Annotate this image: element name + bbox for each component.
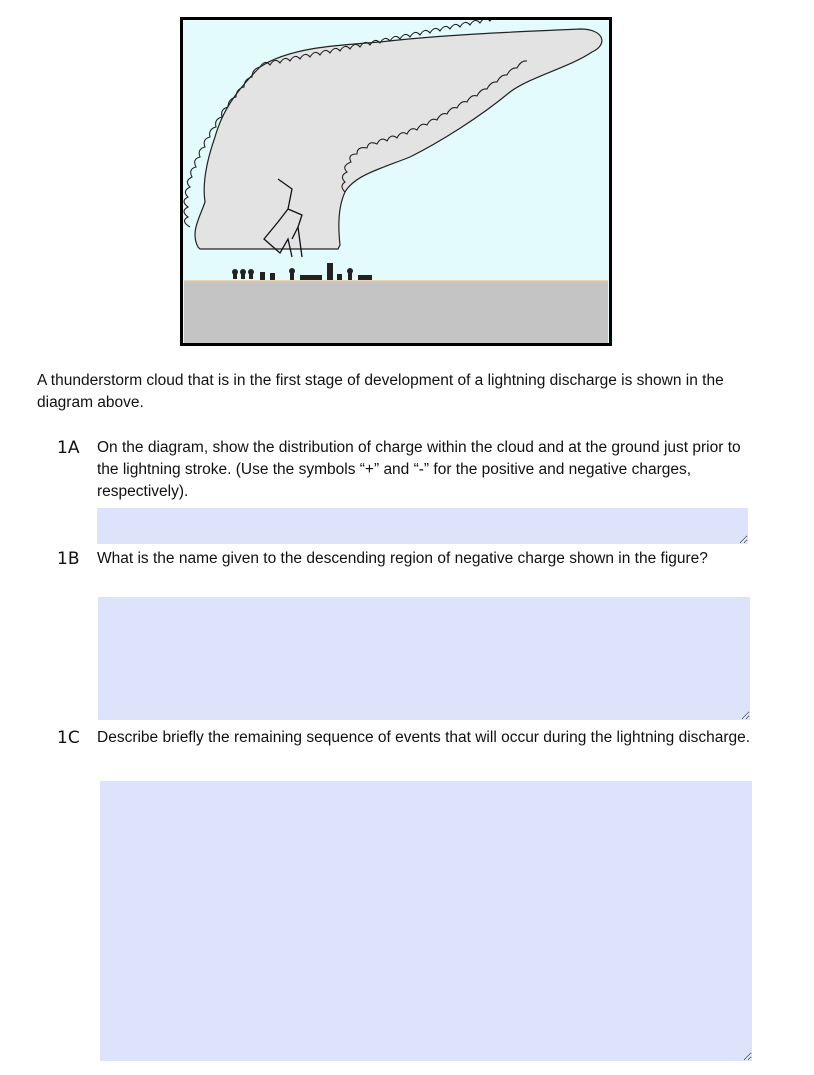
question-number: 1A <box>57 438 80 458</box>
question-text: On the diagram, show the distribution of charge within the cloud and at the ground just prior to the lightning stroke. (Use the symbols “+” and “-” for the positive and negative charges, respectively). <box>97 439 741 500</box>
question-text: Describe briefly the remaining sequence of events that will occur during the lightning discharge. <box>97 729 751 746</box>
question-text: What is the name given to the descending region of negative charge shown in the figure? <box>97 550 708 567</box>
thunderstorm-diagram <box>180 17 612 346</box>
question-number: 1C <box>57 728 80 748</box>
answer-field-1c[interactable] <box>100 781 752 1061</box>
ground <box>184 281 608 343</box>
answer-field-1b[interactable] <box>98 597 750 720</box>
question-number: 1B <box>57 549 80 569</box>
intro-text: A thunderstorm cloud that is in the first stage of development of a lightning discharge is shown in the diagram above. <box>37 372 724 411</box>
answer-field-1a[interactable] <box>97 508 748 544</box>
